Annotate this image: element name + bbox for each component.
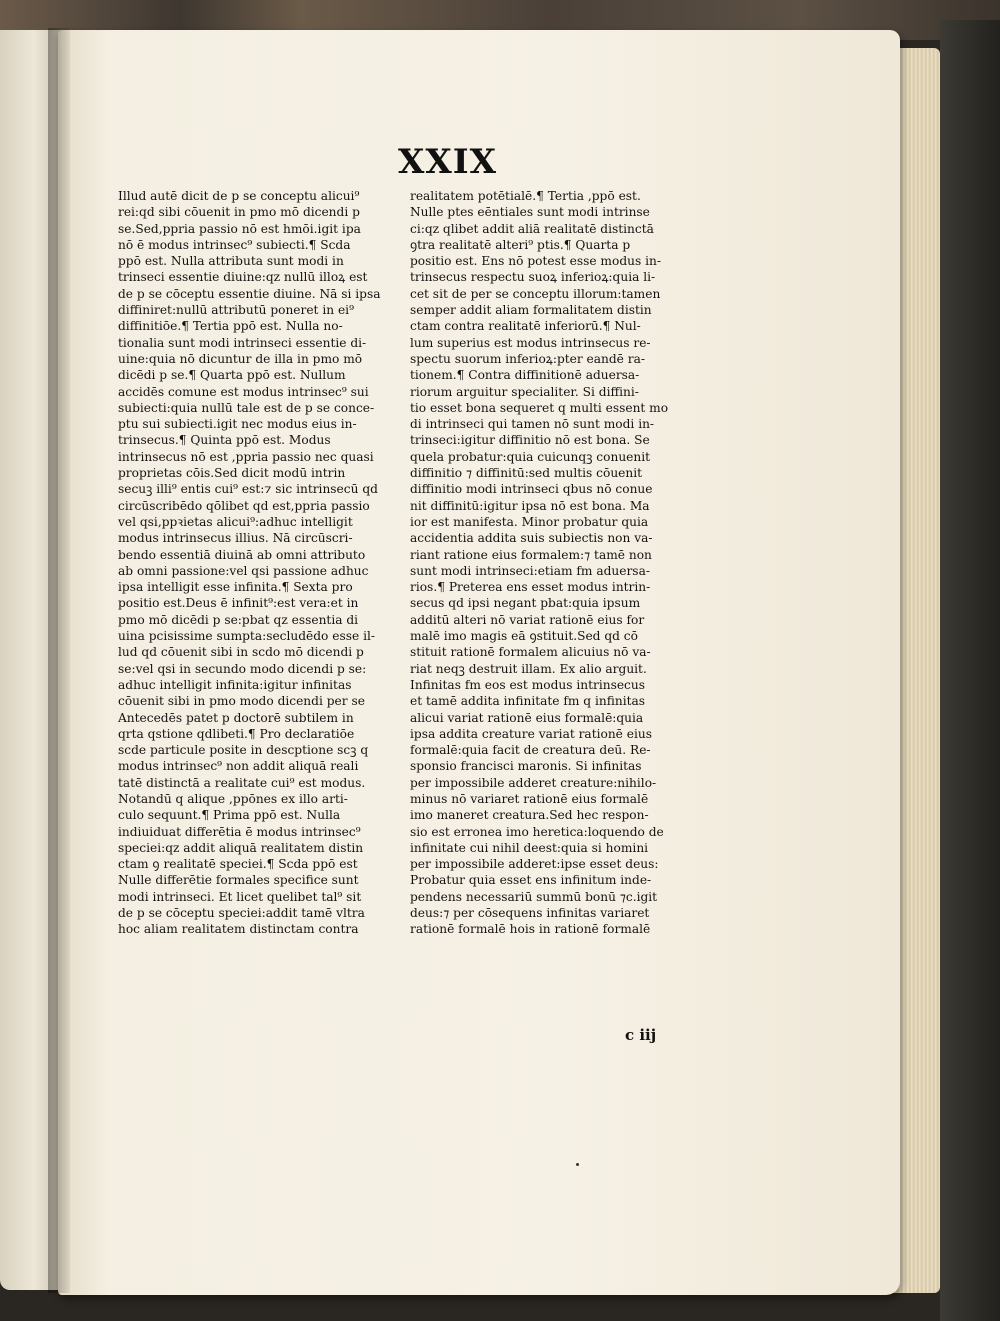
text-line: rationē formalē hois in rationē formalē (410, 922, 651, 937)
text-line: scde particule posite in descptione scꝫ q (118, 743, 369, 758)
text-line: uine:quia nō dicuntur de illa in pmo mō (118, 351, 363, 366)
text-line: positio est. Ens nō potest esse modus in- (410, 254, 661, 269)
text-line: subiecti:quia nullū tale est de p se conce- (118, 400, 375, 415)
text-line: trinsecus respectu suoꝝ inferioꝝ:quia li- (410, 270, 656, 285)
text-line: quela probatur:quia cuicunqꝫ conuenit (410, 449, 651, 464)
text-line: malē imo magis eā ꝯstituit.Sed qd cō (410, 629, 638, 644)
text-line: Notandū q alique ,ppōnes ex illo arti- (118, 791, 348, 806)
text-line: rei:qd sibi cōuenit in pmo mō dicendi p (118, 205, 360, 220)
text-line: per impossibile adderet creature:nihilo- (410, 775, 657, 790)
text-line: ctam ꝯ realitatē speciei.¶ Scda ppō est (118, 857, 358, 872)
text-line: de p se cōceptu essentie diuine. Nā si ipsa (118, 286, 381, 301)
text-line: lud qd cōuenit sibi in scdo mō dicendi p (118, 645, 364, 660)
text-line: ptu sui subiecti.igit nec modus eius in- (118, 417, 357, 432)
text-column-right (410, 188, 710, 938)
text-line: realitatem potētialē.¶ Tertia ,ppō est. (410, 189, 641, 203)
text-line: riorum arguitur specialiter. Si diffini- (410, 384, 639, 399)
text-line: ipsa intelligit esse infinita.¶ Sexta pro (118, 580, 353, 595)
text-line: sponsio francisci maronis. Si infinitas (410, 759, 642, 774)
text-line: accidentia addita suis subiectis non va- (410, 531, 653, 546)
text-line: proprietas cōis.Sed dicit modū intrin (118, 466, 346, 481)
text-line: Infinitas fm eos est modus intrinsecus (410, 677, 645, 692)
page-gutter (48, 28, 70, 1293)
text-line: riant ratione eius formalem:⁊ tamē non (410, 547, 652, 562)
text-line: sunt modi intrinseci:etiam fm aduersa- (410, 563, 650, 578)
text-line: Antecedēs patet p doctorē subtilem in (118, 710, 354, 725)
text-line: de p se cōceptu speciei:addit tamē vltra (118, 906, 365, 921)
text-line: tionalia sunt modi intrinseci essentie di- (118, 335, 367, 350)
text-line: ci:qz qlibet addit aliā realitatē distinctā (410, 221, 654, 236)
text-line: modus intrinsecus illius. Nā circūscri- (118, 531, 353, 546)
text-line: imo maneret creatura.Sed hec respon- (410, 808, 649, 823)
text-line: cet sit de per se conceptu illorum:tamen (410, 286, 661, 301)
text-line: spectu suorum inferioꝝ:pter eandē ra- (410, 351, 645, 366)
text-line: vel qsi,ppꝛietas alicui⁹:adhuc intelligit (118, 514, 353, 529)
text-line: ppō est. Nulla attributa sunt modi in (118, 254, 344, 269)
text-line: deus:⁊ per cōsequens infinitas variaret (410, 906, 650, 921)
text-line: nit diffinitū:igitur ipsa nō est bona. Ma (410, 498, 650, 513)
text-line: Nulle ptes eēntiales sunt modi intrinse (410, 205, 650, 220)
text-line: Probatur quia esset ens infinitum inde- (410, 873, 652, 888)
text-line: trinseci essentie diuine:qz nullū illoꝝ est (118, 270, 368, 285)
text-column-left (118, 188, 408, 938)
text-line: di intrinseci qui tamen nō sunt modi in- (410, 417, 655, 432)
text-line: Nulle differētie formales specifice sunt (118, 873, 359, 888)
text-line: cōuenit sibi in pmo modo dicendi per se (118, 694, 365, 709)
text-line: minus nō variaret rationē eius formalē (410, 791, 649, 806)
text-line: Illud autē dicit de p se conceptu alicui⁹ (118, 189, 360, 203)
text-line: ior est manifesta. Minor probatur quia (410, 514, 649, 529)
text-line: ctam contra realitatē inferiorū.¶ Nul- (410, 319, 641, 334)
text-line: se:vel qsi in secundo modo dicendi p se: (118, 661, 367, 676)
folio-number: XXIX (398, 142, 498, 182)
text-line: pendens necessariū summū bonū ⁊c.igit (410, 889, 658, 904)
text-line: diffinitio modi intrinseci qbus nō conue (410, 482, 653, 497)
text-line: indiuiduat differētia ē modus intrinsec⁹ (118, 824, 361, 839)
text-line: ab omni passione:vel qsi passione adhuc (118, 563, 369, 578)
text-line: diffinitiōe.¶ Tertia ppō est. Nulla no- (118, 319, 343, 334)
text-line: modi intrinseci. Et licet quelibet tal⁹ sit (118, 889, 362, 904)
text-line: formalē:quia facit de creatura deū. Re- (410, 743, 651, 758)
text-line: lum superius est modus intrinsecus re- (410, 335, 651, 350)
text-line: qrta qstione qdlibeti.¶ Pro declaratiōe (118, 726, 355, 741)
text-line: pmo mō dicēdi p se:pbat qz essentia di (118, 612, 359, 627)
text-line: semper addit aliam formalitatem distin (410, 303, 652, 318)
text-line: diffiniret:nullū attributū poneret in ei⁹ (118, 303, 354, 318)
text-line: dicēdi p se.¶ Quarta ppō est. Nullum (118, 368, 346, 383)
text-line: tatē distinctā a realitate cui⁹ est modus. (118, 775, 366, 790)
text-line: trinseci:igitur diffinitio nō est bona. Se (410, 433, 650, 448)
text-line: speciei:qz addit aliquā realitatem distin (118, 840, 364, 855)
text-line: alicui variat rationē eius formalē:quia (410, 710, 644, 725)
text-line: modus intrinsec⁹ non addit aliquā reali (118, 759, 359, 774)
text-line: ipsa addita creature variat rationē eius (410, 726, 652, 741)
signature-mark: c iij (625, 1026, 657, 1044)
text-line: stituit rationē formalem alicuius nō va- (410, 645, 651, 660)
text-line: rios.¶ Preterea ens esset modus intrin- (410, 580, 651, 595)
text-line: intrinsecus nō est ,ppria passio nec quasi (118, 449, 374, 464)
text-line: secus qd ipsi negant pbat:quia ipsum (410, 596, 641, 611)
text-line: ꝯtra realitatē alteri⁹ ptis.¶ Quarta p (410, 237, 631, 252)
text-line: infinitate cui nihil deest:quia si homini (410, 840, 649, 855)
text-line: se.Sed,ppria passio nō est hmōi.igit ipa (118, 221, 361, 236)
text-line: adhuc intelligit infinita:igitur infinitas (118, 677, 352, 692)
text-line: tionem.¶ Contra diffinitionē aduersa- (410, 368, 640, 383)
text-line: additū alteri nō variat rationē eius for (410, 612, 645, 627)
text-line: nō ē modus intrinsec⁹ subiecti.¶ Scda (118, 237, 351, 252)
text-line: et tamē addita infinitate fm q infinitas (410, 694, 646, 709)
text-line: hoc aliam realitatem distinctam contra (118, 922, 359, 937)
text-line: per impossibile adderet:ipse esset deus: (410, 857, 659, 872)
text-line: positio est.Deus ē infinit⁹:est vera:et in (118, 596, 359, 611)
text-line: secuꝫ illi⁹ entis cui⁹ est:⁊ sic intrinsecū qd (118, 482, 378, 497)
text-line: circūscribēdo qōlibet qd est,ppria passio (118, 498, 370, 513)
text-line: tio esset bona sequeret q multi essent mo (410, 400, 669, 415)
text-line: accidēs comune est modus intrinsec⁹ sui (118, 384, 369, 399)
text-line: riat neqꝫ destruit illam. Ex alio arguit. (410, 661, 647, 676)
text-line: sio est erronea imo heretica:loquendo de (410, 824, 664, 839)
text-line: trinsecus.¶ Quinta ppō est. Modus (118, 433, 331, 448)
text-line: uina pcisissime sumpta:secludēdo esse il- (118, 629, 375, 644)
ink-speck (576, 1163, 579, 1166)
book-board-right (940, 20, 1000, 1321)
text-line: diffinitio ⁊ diffinitū:sed multis cōuenit (410, 466, 643, 481)
text-line: culo sequunt.¶ Prima ppō est. Nulla (118, 808, 341, 823)
text-line: bendo essentiā diuinā ab omni attributo (118, 547, 366, 562)
